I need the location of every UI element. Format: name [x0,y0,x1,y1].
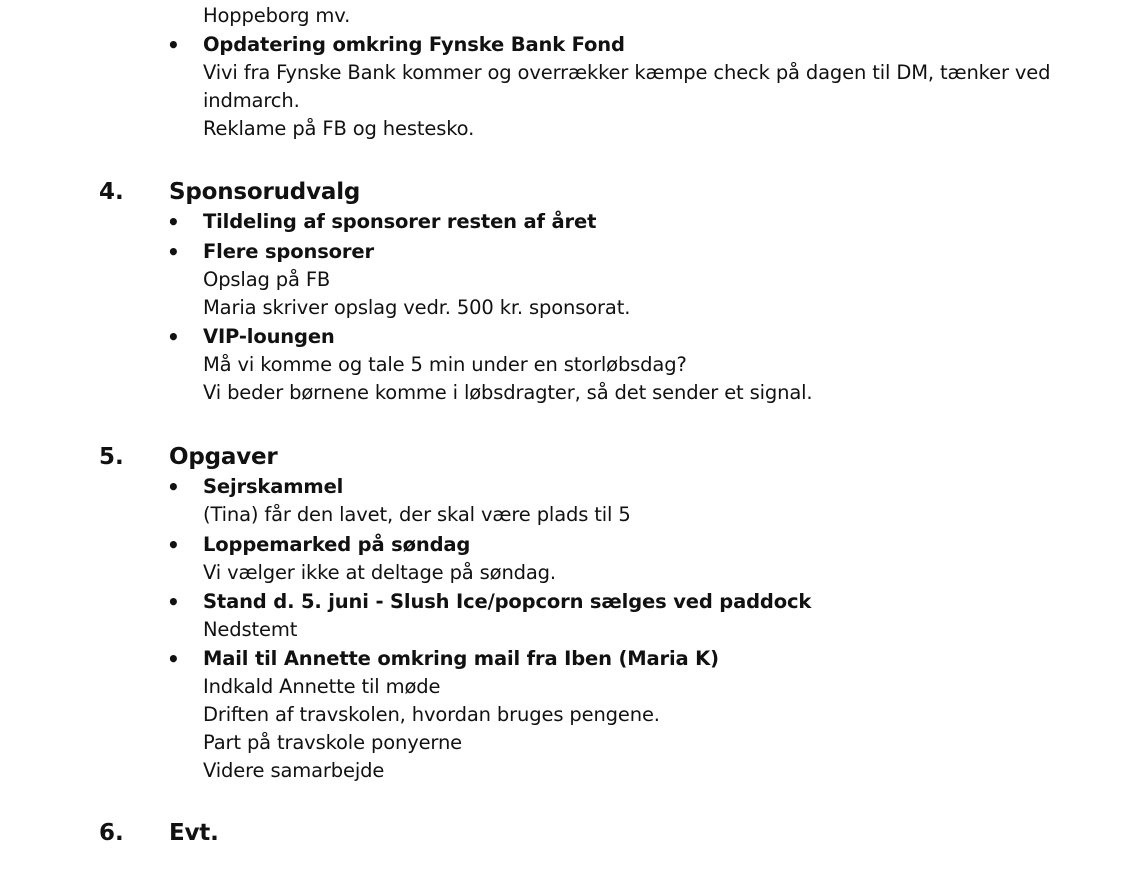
text-line: Indkald Annette til møde [203,675,441,698]
list-item [167,588,1083,644]
carry-over-block [203,2,1083,30]
section-heading [0,176,1128,208]
bullet-icon: • [167,33,180,57]
section-title: Sponsorudvalg [169,179,361,205]
text-line: Driften af travskolen, hvordan bruges pengene. [203,703,660,726]
section-heading [0,441,1128,473]
item-heading: Tildeling af sponsorer resten af året [203,210,597,233]
bullet-icon: • [167,325,180,349]
item-heading: Mail til Annette omkring mail fra Iben (Maria K) [203,647,719,670]
text-line: Må vi komme og tale 5 min under en storløbsdag? [203,353,687,376]
bullet-icon: • [167,475,180,499]
list-item [167,473,1083,529]
text-line: Part på travskole ponyerne [203,731,463,754]
item-heading: Loppemarked på søndag [203,533,471,556]
section-number: 4. [99,179,124,205]
section-title: Opgaver [169,444,278,470]
text-line: Hoppeborg mv. [203,4,351,27]
list-item [167,31,1083,143]
bullet-icon: • [167,240,180,264]
bullet-icon: • [167,210,180,234]
list-item [167,531,1083,587]
item-heading: Stand d. 5. juni - Slush Ice/popcorn sælges ved paddock [203,590,812,613]
text-line: Vi beder børnene komme i løbsdragter, så det sender et signal. [203,381,813,404]
section-number: 6. [99,820,124,846]
section-title: Evt. [169,820,219,846]
bullet-icon: • [167,590,180,614]
item-heading: VIP-loungen [203,325,335,348]
bullet-icon: • [167,647,180,671]
item-heading: Opdatering omkring Fynske Bank Fond [203,33,625,56]
text-line: Reklame på FB og hestesko. [203,117,475,140]
section-number: 5. [99,444,124,470]
text-line: Vi vælger ikke at deltage på søndag. [203,561,556,584]
text-line: Maria skriver opslag vedr. 500 kr. sponsorat. [203,296,631,319]
item-heading: Flere sponsorer [203,240,374,263]
text-line: Vivi fra Fynske Bank kommer og overrækker kæmpe check på dagen til DM, tænker ved [203,61,1051,84]
list-item [167,238,1083,322]
text-line: indmarch. [203,89,300,112]
text-line: (Tina) får den lavet, der skal være plads til 5 [203,503,631,526]
text-line: Nedstemt [203,618,298,641]
list-item [167,645,1083,785]
section-heading [0,817,1128,849]
list-item [167,323,1083,407]
text-line: Opslag på FB [203,268,331,291]
list-item [167,208,1083,236]
item-heading: Sejrskammel [203,475,344,498]
text-line: Videre samarbejde [203,759,385,782]
bullet-icon: • [167,533,180,557]
